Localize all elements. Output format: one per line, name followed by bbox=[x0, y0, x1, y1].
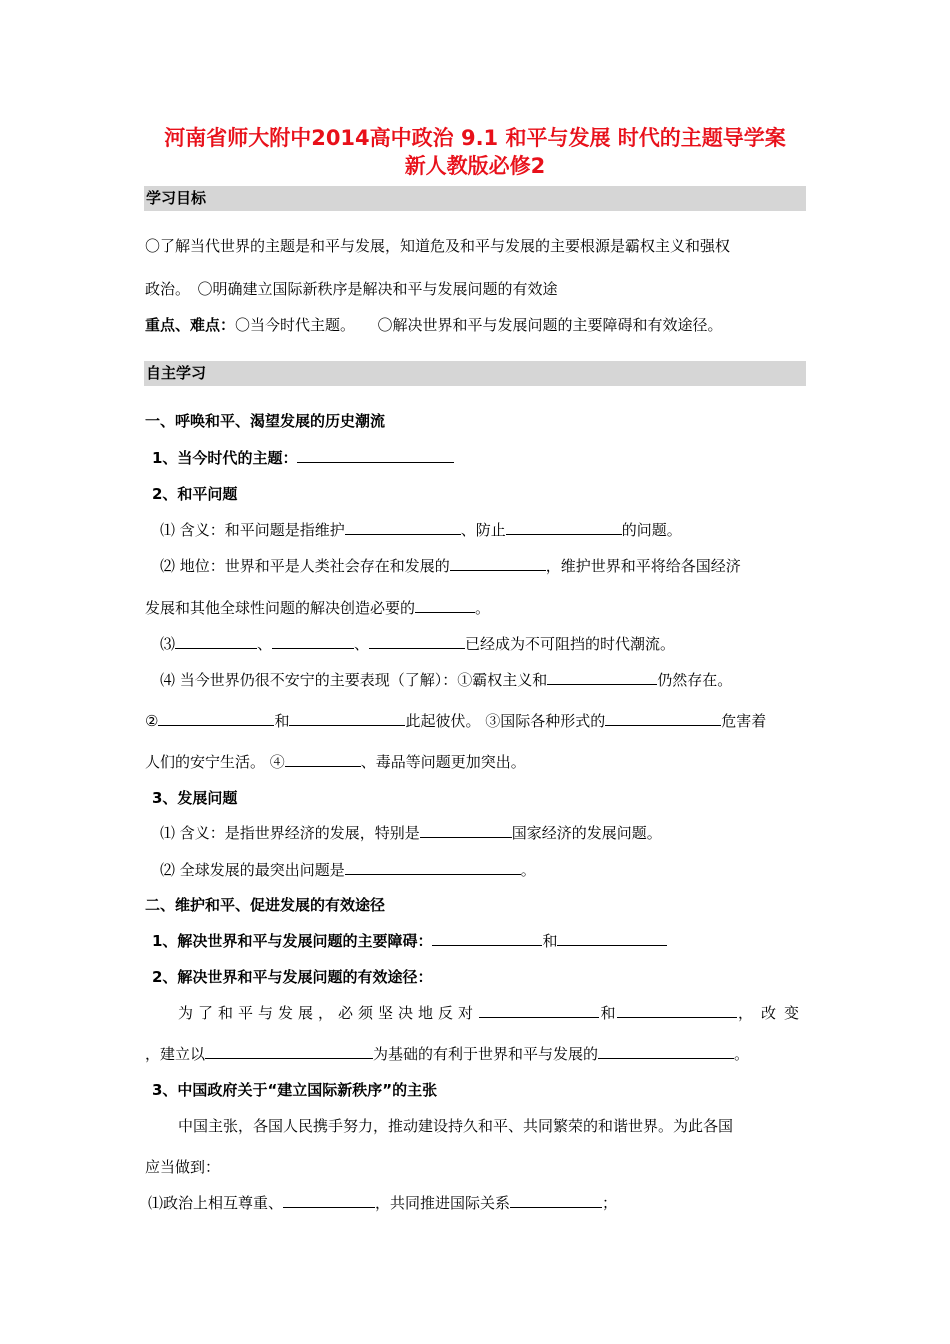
text-fragment: 人们的安宁生活。 ④ bbox=[145, 753, 285, 771]
development-definition-line bbox=[160, 823, 822, 843]
text-fragment: 。 bbox=[734, 1045, 750, 1063]
text-fragment: 和 bbox=[274, 712, 290, 730]
text-fragment: 1、解决世界和平与发展问题的主要障碍： bbox=[152, 932, 433, 950]
answer-blank[interactable] bbox=[617, 1003, 737, 1018]
section1-heading: 一、呼唤和平、渴望发展的历史潮流 bbox=[145, 412, 386, 430]
section2-heading: 二、维护和平、促进发展的有效途径 bbox=[145, 896, 386, 914]
answer-blank[interactable] bbox=[289, 711, 405, 726]
text-fragment: 的问题。 bbox=[621, 521, 682, 539]
answer-blank[interactable] bbox=[345, 860, 521, 875]
answer-blank[interactable] bbox=[605, 711, 721, 726]
text-fragment: 发展和其他全球性问题的解决创造必要的 bbox=[145, 599, 416, 617]
document-title-line2: 新人教版必修2 bbox=[404, 154, 546, 178]
text-fragment: ，共同推进国际关系 bbox=[375, 1194, 511, 1212]
section-bar-self-study: 自主学习 bbox=[144, 361, 806, 386]
text-fragment: 、毒品等问题更加突出。 bbox=[360, 753, 526, 771]
development-problem-line bbox=[160, 860, 822, 880]
text-fragment: 为基础的有利于世界和平与发展的 bbox=[373, 1045, 599, 1063]
question-3-heading: 3、发展问题 bbox=[152, 789, 238, 807]
political-line bbox=[148, 1193, 810, 1213]
text-fragment: ⑴ 含义：是指世界经济的发展，特别是 bbox=[160, 824, 420, 842]
answer-blank[interactable] bbox=[557, 931, 667, 946]
text-fragment: 、 bbox=[257, 635, 273, 653]
answer-blank[interactable] bbox=[345, 520, 461, 535]
answer-blank[interactable] bbox=[369, 634, 465, 649]
answer-blank[interactable] bbox=[450, 556, 546, 571]
text-fragment: ⑴ 含义：和平问题是指维护 bbox=[160, 521, 345, 539]
text-fragment: 、 bbox=[354, 635, 370, 653]
answer-blank[interactable] bbox=[598, 1044, 734, 1059]
goals-line-1: 〇了解当代世界的主题是和平与发展，知道危及和平与发展的主要根源是霸权主义和强权 bbox=[145, 237, 731, 255]
peace-status-line-1 bbox=[160, 556, 807, 576]
text-fragment: ⑷ 当今世界仍很不安宁的主要表现（了解）：①霸权主义和 bbox=[160, 671, 548, 689]
effective-path-heading: 2、解决世界和平与发展问题的有效途径： bbox=[152, 968, 433, 986]
text-fragment: 此起彼伏。 ③国际各种形式的 bbox=[405, 712, 606, 730]
answer-blank[interactable] bbox=[205, 1044, 373, 1059]
answer-blank[interactable] bbox=[158, 711, 274, 726]
text-fragment: 和 bbox=[600, 1004, 616, 1022]
china-proposal-line-1: 中国主张，各国人民携手努力，推动建设持久和平、共同繁荣的和谐世界。为此各国 bbox=[178, 1117, 734, 1135]
text-fragment: 。 bbox=[520, 861, 536, 879]
key-points-line bbox=[145, 315, 807, 335]
answer-blank[interactable] bbox=[479, 1003, 599, 1018]
unrest-line-3 bbox=[145, 752, 807, 772]
goals-line-2: 政治。 〇明确建立国际新秩序是解决和平与发展问题的有效途 bbox=[145, 280, 558, 298]
text-fragment: 国家经济的发展问题。 bbox=[511, 824, 662, 842]
answer-blank[interactable] bbox=[506, 520, 622, 535]
text-fragment: ； bbox=[602, 1194, 618, 1212]
china-proposal-heading: 3、中国政府关于“建立国际新秩序”的主张 bbox=[152, 1081, 438, 1099]
oppose-line bbox=[178, 1003, 807, 1023]
answer-blank[interactable] bbox=[420, 823, 512, 838]
section-bar-goals: 学习目标 bbox=[144, 186, 806, 211]
text-fragment: 和 bbox=[542, 932, 558, 950]
answer-blank[interactable] bbox=[283, 1193, 375, 1208]
answer-blank[interactable] bbox=[175, 634, 257, 649]
answer-blank[interactable] bbox=[415, 598, 475, 613]
text-fragment: 、防止 bbox=[460, 521, 506, 539]
text-fragment: ⑶ bbox=[160, 635, 176, 653]
text-fragment: 。 bbox=[475, 599, 491, 617]
peace-definition-line bbox=[160, 520, 822, 540]
establish-line bbox=[145, 1044, 807, 1064]
trend-line bbox=[160, 634, 822, 654]
obstacles-line bbox=[152, 931, 814, 951]
key-points-text: 〇当今时代主题。 〇解决世界和平与发展问题的主要障碍和有效途径。 bbox=[235, 316, 723, 334]
answer-blank[interactable] bbox=[272, 634, 354, 649]
answer-blank[interactable] bbox=[510, 1193, 602, 1208]
question-2-heading: 2、和平问题 bbox=[152, 485, 238, 503]
question-1-label: 1、当今时代的主题： bbox=[152, 449, 298, 467]
text-fragment: ，建立以 bbox=[145, 1045, 206, 1063]
text-fragment: ② bbox=[145, 712, 159, 730]
answer-blank[interactable] bbox=[432, 931, 542, 946]
text-fragment: ⑵ 地位：世界和平是人类社会存在和发展的 bbox=[160, 557, 450, 575]
text-fragment: 为了和平与发展，必须坚决地反对 bbox=[178, 1004, 479, 1022]
text-fragment: ，改变 bbox=[737, 1004, 807, 1022]
answer-blank[interactable] bbox=[297, 448, 454, 463]
text-fragment: ⑵ 全球发展的最突出问题是 bbox=[160, 861, 345, 879]
answer-blank[interactable] bbox=[547, 670, 657, 685]
text-fragment: ⑴政治上相互尊重、 bbox=[148, 1194, 284, 1212]
unrest-line-1 bbox=[160, 670, 822, 690]
text-fragment: ，维护世界和平将给各国经济 bbox=[545, 557, 741, 575]
china-proposal-line-2: 应当做到： bbox=[145, 1158, 221, 1176]
question-1-line bbox=[152, 448, 814, 468]
text-fragment: 危害着 bbox=[721, 712, 767, 730]
answer-blank[interactable] bbox=[285, 752, 361, 767]
text-fragment: 仍然存在。 bbox=[657, 671, 733, 689]
peace-status-line-2 bbox=[145, 598, 807, 618]
unrest-line-2 bbox=[145, 711, 807, 731]
document-title-line1: 河南省师大附中2014高中政治 9.1 和平与发展 时代的主题导学案 bbox=[164, 126, 786, 150]
key-points-label: 重点、难点： bbox=[145, 316, 236, 334]
text-fragment: 已经成为不可阻挡的时代潮流。 bbox=[465, 635, 676, 653]
